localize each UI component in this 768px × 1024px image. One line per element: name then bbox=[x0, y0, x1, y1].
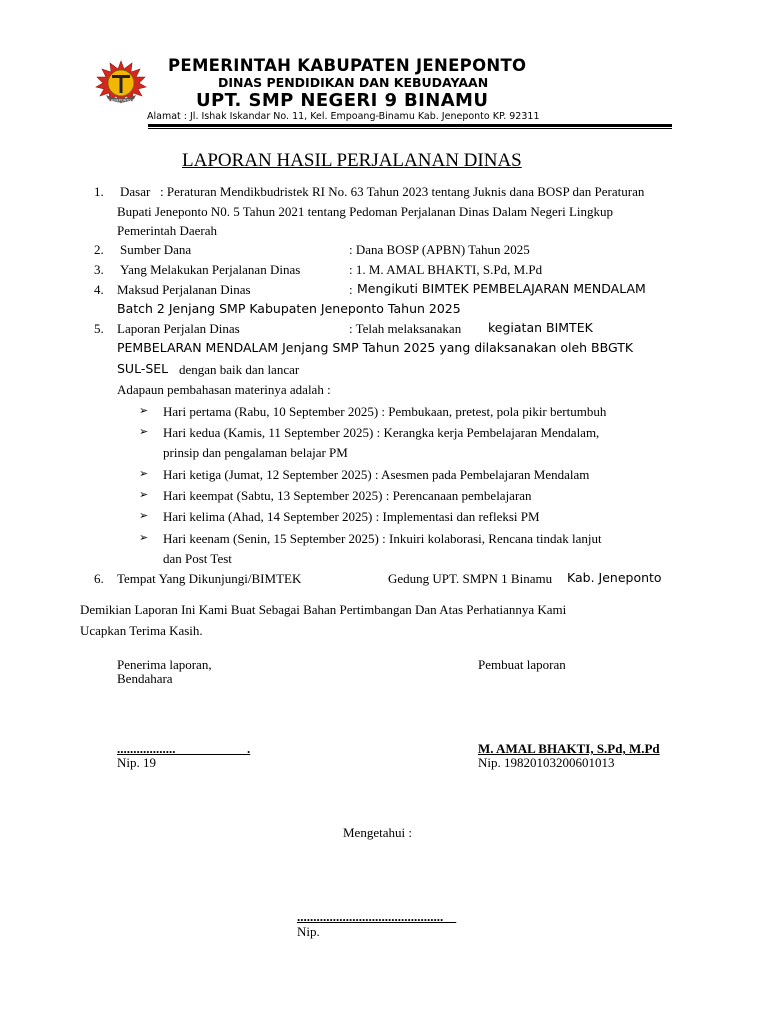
header-divider-thin bbox=[148, 128, 672, 129]
materi-item: Hari pertama (Rabu, 10 September 2025) : Pembukaan, pretest, pola pikir bertumbuh bbox=[163, 404, 607, 419]
closing-text: Demikian Laporan Ini Kami Buat Sebagai Bahan Pertimbangan Dan Atas Perhatiannya Kami bbox=[80, 602, 567, 617]
item-number: 6. bbox=[94, 571, 104, 586]
letterhead-department: DINAS PENDIDIKAN DAN KEBUDAYAAN bbox=[218, 75, 489, 90]
arrow-bullet-icon: ➢ bbox=[139, 467, 149, 480]
signature-role-left: Bendahara bbox=[117, 671, 173, 686]
signature-name-right: M. AMAL BHAKTI, S.Pd, M.Pd bbox=[478, 741, 660, 756]
signature-name-left: .................. . bbox=[117, 741, 251, 756]
sumber-value: : Dana BOSP (APBN) Tahun 2025 bbox=[349, 242, 530, 257]
signature-role-left: Penerima laporan, bbox=[117, 657, 212, 672]
laporan-label: Laporan Perjalan Dinas bbox=[117, 321, 240, 336]
dasar-text: Pemerintah Daerah bbox=[117, 223, 217, 238]
document-title: LAPORAN HASIL PERJALANAN DINAS bbox=[182, 150, 522, 171]
sumber-label: Sumber Dana bbox=[120, 242, 192, 257]
dasar-label: Dasar bbox=[120, 184, 151, 199]
jeneponto-logo bbox=[88, 55, 154, 111]
laporan-value: kegiatan BIMTEK bbox=[488, 320, 593, 335]
item-number: 4. bbox=[94, 282, 104, 297]
tempat-value: Kab. Jeneponto bbox=[567, 570, 662, 585]
item-number: 2. bbox=[94, 242, 104, 257]
materi-item: prinsip dan pengalaman belajar PM bbox=[163, 445, 348, 460]
materi-item: dan Post Test bbox=[163, 551, 232, 566]
laporan-value: dengan baik dan lancar bbox=[179, 362, 300, 377]
item-number: 3. bbox=[94, 262, 104, 277]
tempat-value: Gedung UPT. SMPN 1 Binamu bbox=[388, 571, 553, 586]
signature-nip-left: Nip. 19 bbox=[117, 755, 156, 770]
letterhead-address: Alamat : Jl. Ishak Iskandar No. 11, Kel. Empoang-Binamu Kab. Jeneponto KP. 92311 bbox=[147, 111, 540, 122]
signature-role-center: Mengetahui : bbox=[343, 825, 412, 840]
header-divider-thick bbox=[148, 124, 672, 127]
laporan-value: SUL-SEL bbox=[117, 361, 169, 376]
materi-intro: Adapaun pembahasan materinya adalah : bbox=[117, 382, 331, 397]
signature-nip-center: Nip. bbox=[297, 924, 320, 939]
arrow-bullet-icon: ➢ bbox=[139, 425, 149, 438]
maksud-value: Batch 2 Jenjang SMP Kabupaten Jeneponto Tahun 2025 bbox=[117, 301, 461, 316]
letterhead-government: PEMERINTAH KABUPATEN JENEPONTO bbox=[168, 56, 527, 75]
logo-text: JENEPONTO bbox=[111, 98, 131, 103]
laporan-colon: : Telah melaksanakan bbox=[349, 321, 462, 336]
signature-role-right: Pembuat laporan bbox=[478, 657, 566, 672]
pelaku-label: Yang Melakukan Perjalanan Dinas bbox=[120, 262, 301, 277]
dasar-text: : Peraturan Mendikbudristek RI No. 63 Tahun 2023 tentang Juknis dana BOSP dan Peraturan bbox=[160, 184, 645, 199]
maksud-value: Mengikuti BIMTEK PEMBELAJARAN MENDALAM bbox=[357, 281, 646, 296]
maksud-colon: : bbox=[349, 282, 353, 297]
closing-text: Ucapkan Terima Kasih. bbox=[80, 623, 203, 638]
maksud-label: Maksud Perjalanan Dinas bbox=[117, 282, 251, 297]
arrow-bullet-icon: ➢ bbox=[139, 531, 149, 544]
signature-name-center: ............................................. bbox=[297, 909, 457, 924]
item-number: 5. bbox=[94, 321, 104, 336]
materi-item: Hari kelima (Ahad, 14 September 2025) : Implementasi dan refleksi PM bbox=[163, 509, 540, 524]
letterhead-school: UPT. SMP NEGERI 9 BINAMU bbox=[196, 90, 489, 111]
arrow-bullet-icon: ➢ bbox=[139, 488, 149, 501]
item-number: 1. bbox=[94, 184, 104, 199]
arrow-bullet-icon: ➢ bbox=[139, 404, 149, 417]
laporan-value: PEMBELARAN MENDALAM Jenjang SMP Tahun 2025 yang dilaksanakan oleh BBGTK bbox=[117, 340, 634, 355]
dasar-text: Bupati Jeneponto N0. 5 Tahun 2021 tentang Pedoman Perjalanan Dinas Dalam Negeri Lingkup bbox=[117, 204, 613, 219]
signature-nip-right: Nip. 19820103200601013 bbox=[478, 755, 615, 770]
arrow-bullet-icon: ➢ bbox=[139, 509, 149, 522]
pelaku-value: : 1. M. AMAL BHAKTI, S.Pd, M.Pd bbox=[349, 262, 543, 277]
materi-item: Hari ketiga (Jumat, 12 September 2025) : Asesmen pada Pembelajaran Mendalam bbox=[163, 467, 590, 482]
materi-item: Hari keenam (Senin, 15 September 2025) : Inkuiri kolaborasi, Rencana tindak lanjut bbox=[163, 531, 602, 546]
tempat-label: Tempat Yang Dikunjungi/BIMTEK bbox=[117, 571, 302, 586]
materi-item: Hari kedua (Kamis, 11 September 2025) : Kerangka kerja Pembelajaran Mendalam, bbox=[163, 425, 600, 440]
materi-item: Hari keempat (Sabtu, 13 September 2025) : Perencanaan pembelajaran bbox=[163, 488, 532, 503]
